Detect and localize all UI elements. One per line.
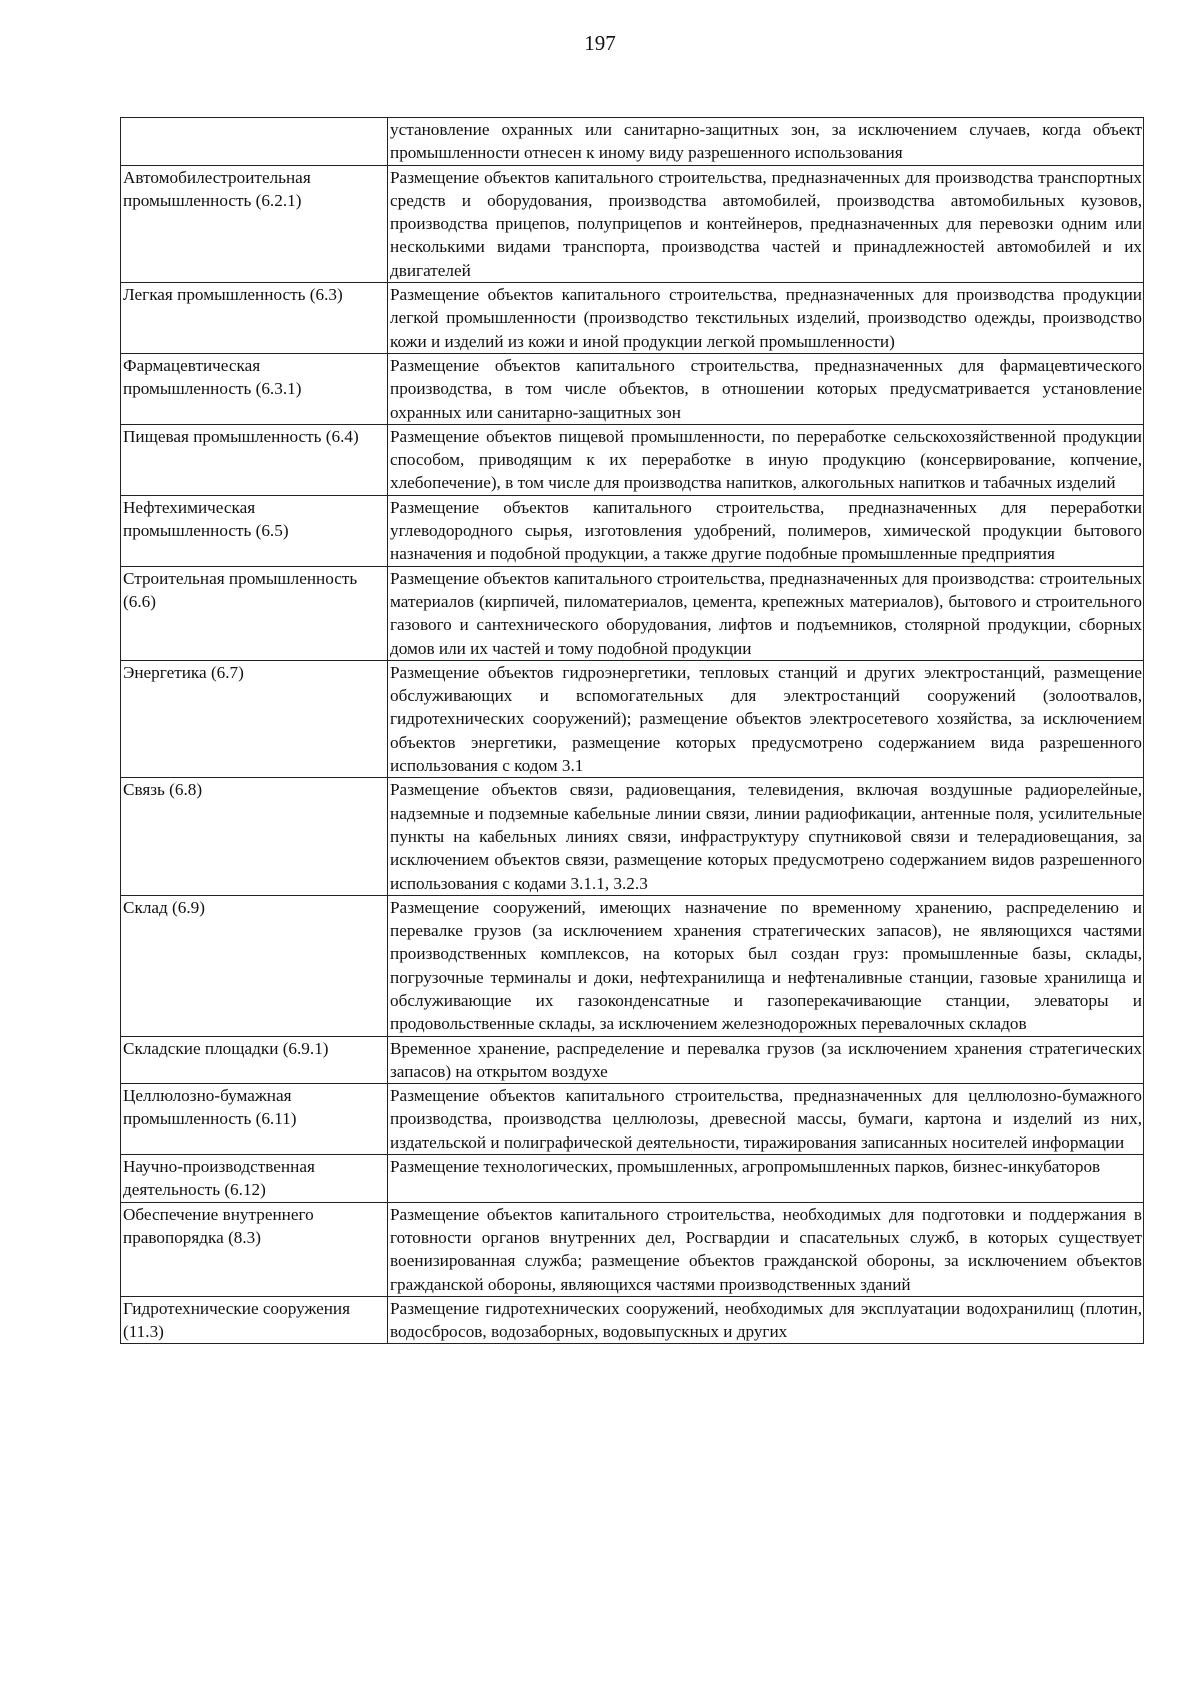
land-use-description: Размещение объектов гидроэнергетики, тепловых станций и других электростанций, размещение обслуживающих и вспомогательных для электростанций сооружений (золоотвалов, гидротехнических сооружений); размещение объектов электросетевого хозяйства, за исключением объектов энергетики, размещение которых предусмотрено содержанием вида разрешенного использования с кодом 3.1 <box>388 660 1144 777</box>
table-row <box>121 1155 1144 1203</box>
land-use-name: Энергетика (6.7) <box>121 660 388 777</box>
land-use-name: Автомобилестроительная промышленность (6.2.1) <box>121 165 388 282</box>
table-row <box>121 1036 1144 1084</box>
land-use-name: Целлюлозно-бумажная промышленность (6.11) <box>121 1084 388 1155</box>
table-row <box>121 424 1144 495</box>
table-row <box>121 660 1144 777</box>
table-row <box>121 353 1144 424</box>
land-use-name: Строительная промышленность (6.6) <box>121 566 388 660</box>
land-use-description: Размещение объектов капитального строительства, предназначенных для производства продукции легкой промышленности (производство текстильных изделий, производство одежды, производство кожи и изделий из кожи и иной продукции легкой промышленности) <box>388 283 1144 354</box>
land-use-description: Размещение объектов капитального строительства, предназначенных для производства транспортных средств и оборудования, производства автомобилей, производства автомобильных кузовов, производства прицепов, полуприцепов и контейнеров, предназначенных для перевозки одним или несколькими видами транспорта, производства частей и принадлежностей автомобилей и их двигателей <box>388 165 1144 282</box>
land-use-name: Обеспечение внутреннего правопорядка (8.3) <box>121 1202 388 1296</box>
land-use-name: Связь (6.8) <box>121 778 388 895</box>
land-use-description: установление охранных или санитарно-защитных зон, за исключением случаев, когда объект промышленности отнесен к иному виду разрешенного использования <box>388 118 1144 166</box>
land-use-description: Размещение объектов капитального строительства, необходимых для подготовки и поддержания в готовности органов внутренних дел, Росгвардии и спасательных служб, в которых существует военизированная служба; размещение объектов гражданской обороны, за исключением объектов гражданской обороны, являющихся частями производственных зданий <box>388 1202 1144 1296</box>
land-use-name <box>121 118 388 166</box>
table-row <box>121 283 1144 354</box>
land-use-description: Размещение объектов капитального строительства, предназначенных для целлюлозно-бумажного производства, производства целлюлозы, древесной массы, бумаги, картона и изделий из них, издательской и полиграфической деятельности, тиражирования записанных носителей информации <box>388 1084 1144 1155</box>
table-row <box>121 566 1144 660</box>
page-number: 197 <box>584 31 616 55</box>
land-use-name: Гидротехнические сооружения (11.3) <box>121 1296 388 1344</box>
land-use-description: Размещение объектов капитального строительства, предназначенных для производства: строительных материалов (кирпичей, пиломатериалов, цемента, крепежных материалов), бытового и строительного газового и сантехнического оборудования, лифтов и подъемников, столярной продукции, сборных домов или их частей и тому подобной продукции <box>388 566 1144 660</box>
table-row <box>121 778 1144 895</box>
land-use-table <box>120 117 1144 1344</box>
table-row <box>121 165 1144 282</box>
land-use-description: Размещение объектов связи, радиовещания, телевидения, включая воздушные радиорелейные, надземные и подземные кабельные линии связи, линии радиофикации, антенные поля, усилительные пункты на кабельных линиях связи, инфраструктуру спутниковой связи и телерадиовещания, за исключением объектов связи, размещение которых предусмотрено содержанием видов разрешенного использования с кодами 3.1.1, 3.2.3 <box>388 778 1144 895</box>
land-use-name: Научно-производственная деятельность (6.12) <box>121 1155 388 1203</box>
land-use-description: Временное хранение, распределение и перевалка грузов (за исключением хранения стратегических запасов) на открытом воздухе <box>388 1036 1144 1084</box>
table-row <box>121 1202 1144 1296</box>
land-use-name: Пищевая промышленность (6.4) <box>121 424 388 495</box>
land-use-description: Размещение объектов капитального строительства, предназначенных для фармацевтического производства, в том числе объектов, в отношении которых предусматривается установление охранных или санитарно-защитных зон <box>388 353 1144 424</box>
table-row <box>121 118 1144 166</box>
table-row <box>121 895 1144 1036</box>
land-use-description: Размещение объектов пищевой промышленности, по переработке сельскохозяйственной продукции способом, приводящим к их переработке в иную продукцию (консервирование, копчение, хлебопечение), в том числе для производства напитков, алкогольных напитков и табачных изделий <box>388 424 1144 495</box>
land-use-description: Размещение сооружений, имеющих назначение по временному хранению, распределению и перевалке грузов (за исключением хранения стратегических запасов), не являющихся частями производственных комплексов, на которых был создан груз: промышленные базы, склады, погрузочные терминалы и доки, нефтехранилища и нефтеналивные станции, газовые хранилища и обслуживающие их газоконденсатные и газоперекачивающие станции, элеваторы и продовольственные склады, за исключением железнодорожных перевалочных складов <box>388 895 1144 1036</box>
land-use-name: Склад (6.9) <box>121 895 388 1036</box>
land-use-name: Фармацевтическая промышленность (6.3.1) <box>121 353 388 424</box>
land-use-name: Складские площадки (6.9.1) <box>121 1036 388 1084</box>
table-row <box>121 495 1144 566</box>
table-row <box>121 1084 1144 1155</box>
land-use-name: Нефтехимическая промышленность (6.5) <box>121 495 388 566</box>
land-use-description: Размещение гидротехнических сооружений, необходимых для эксплуатации водохранилищ (плотин, водосбросов, водозаборных, водовыпускных и других <box>388 1296 1144 1344</box>
land-use-name: Легкая промышленность (6.3) <box>121 283 388 354</box>
land-use-description: Размещение технологических, промышленных, агропромышленных парков, бизнес-инкубаторов <box>388 1155 1144 1203</box>
table-row <box>121 1296 1144 1344</box>
land-use-description: Размещение объектов капитального строительства, предназначенных для переработки углеводородного сырья, изготовления удобрений, полимеров, химической продукции бытового назначения и подобной продукции, а также другие подобные промышленные предприятия <box>388 495 1144 566</box>
